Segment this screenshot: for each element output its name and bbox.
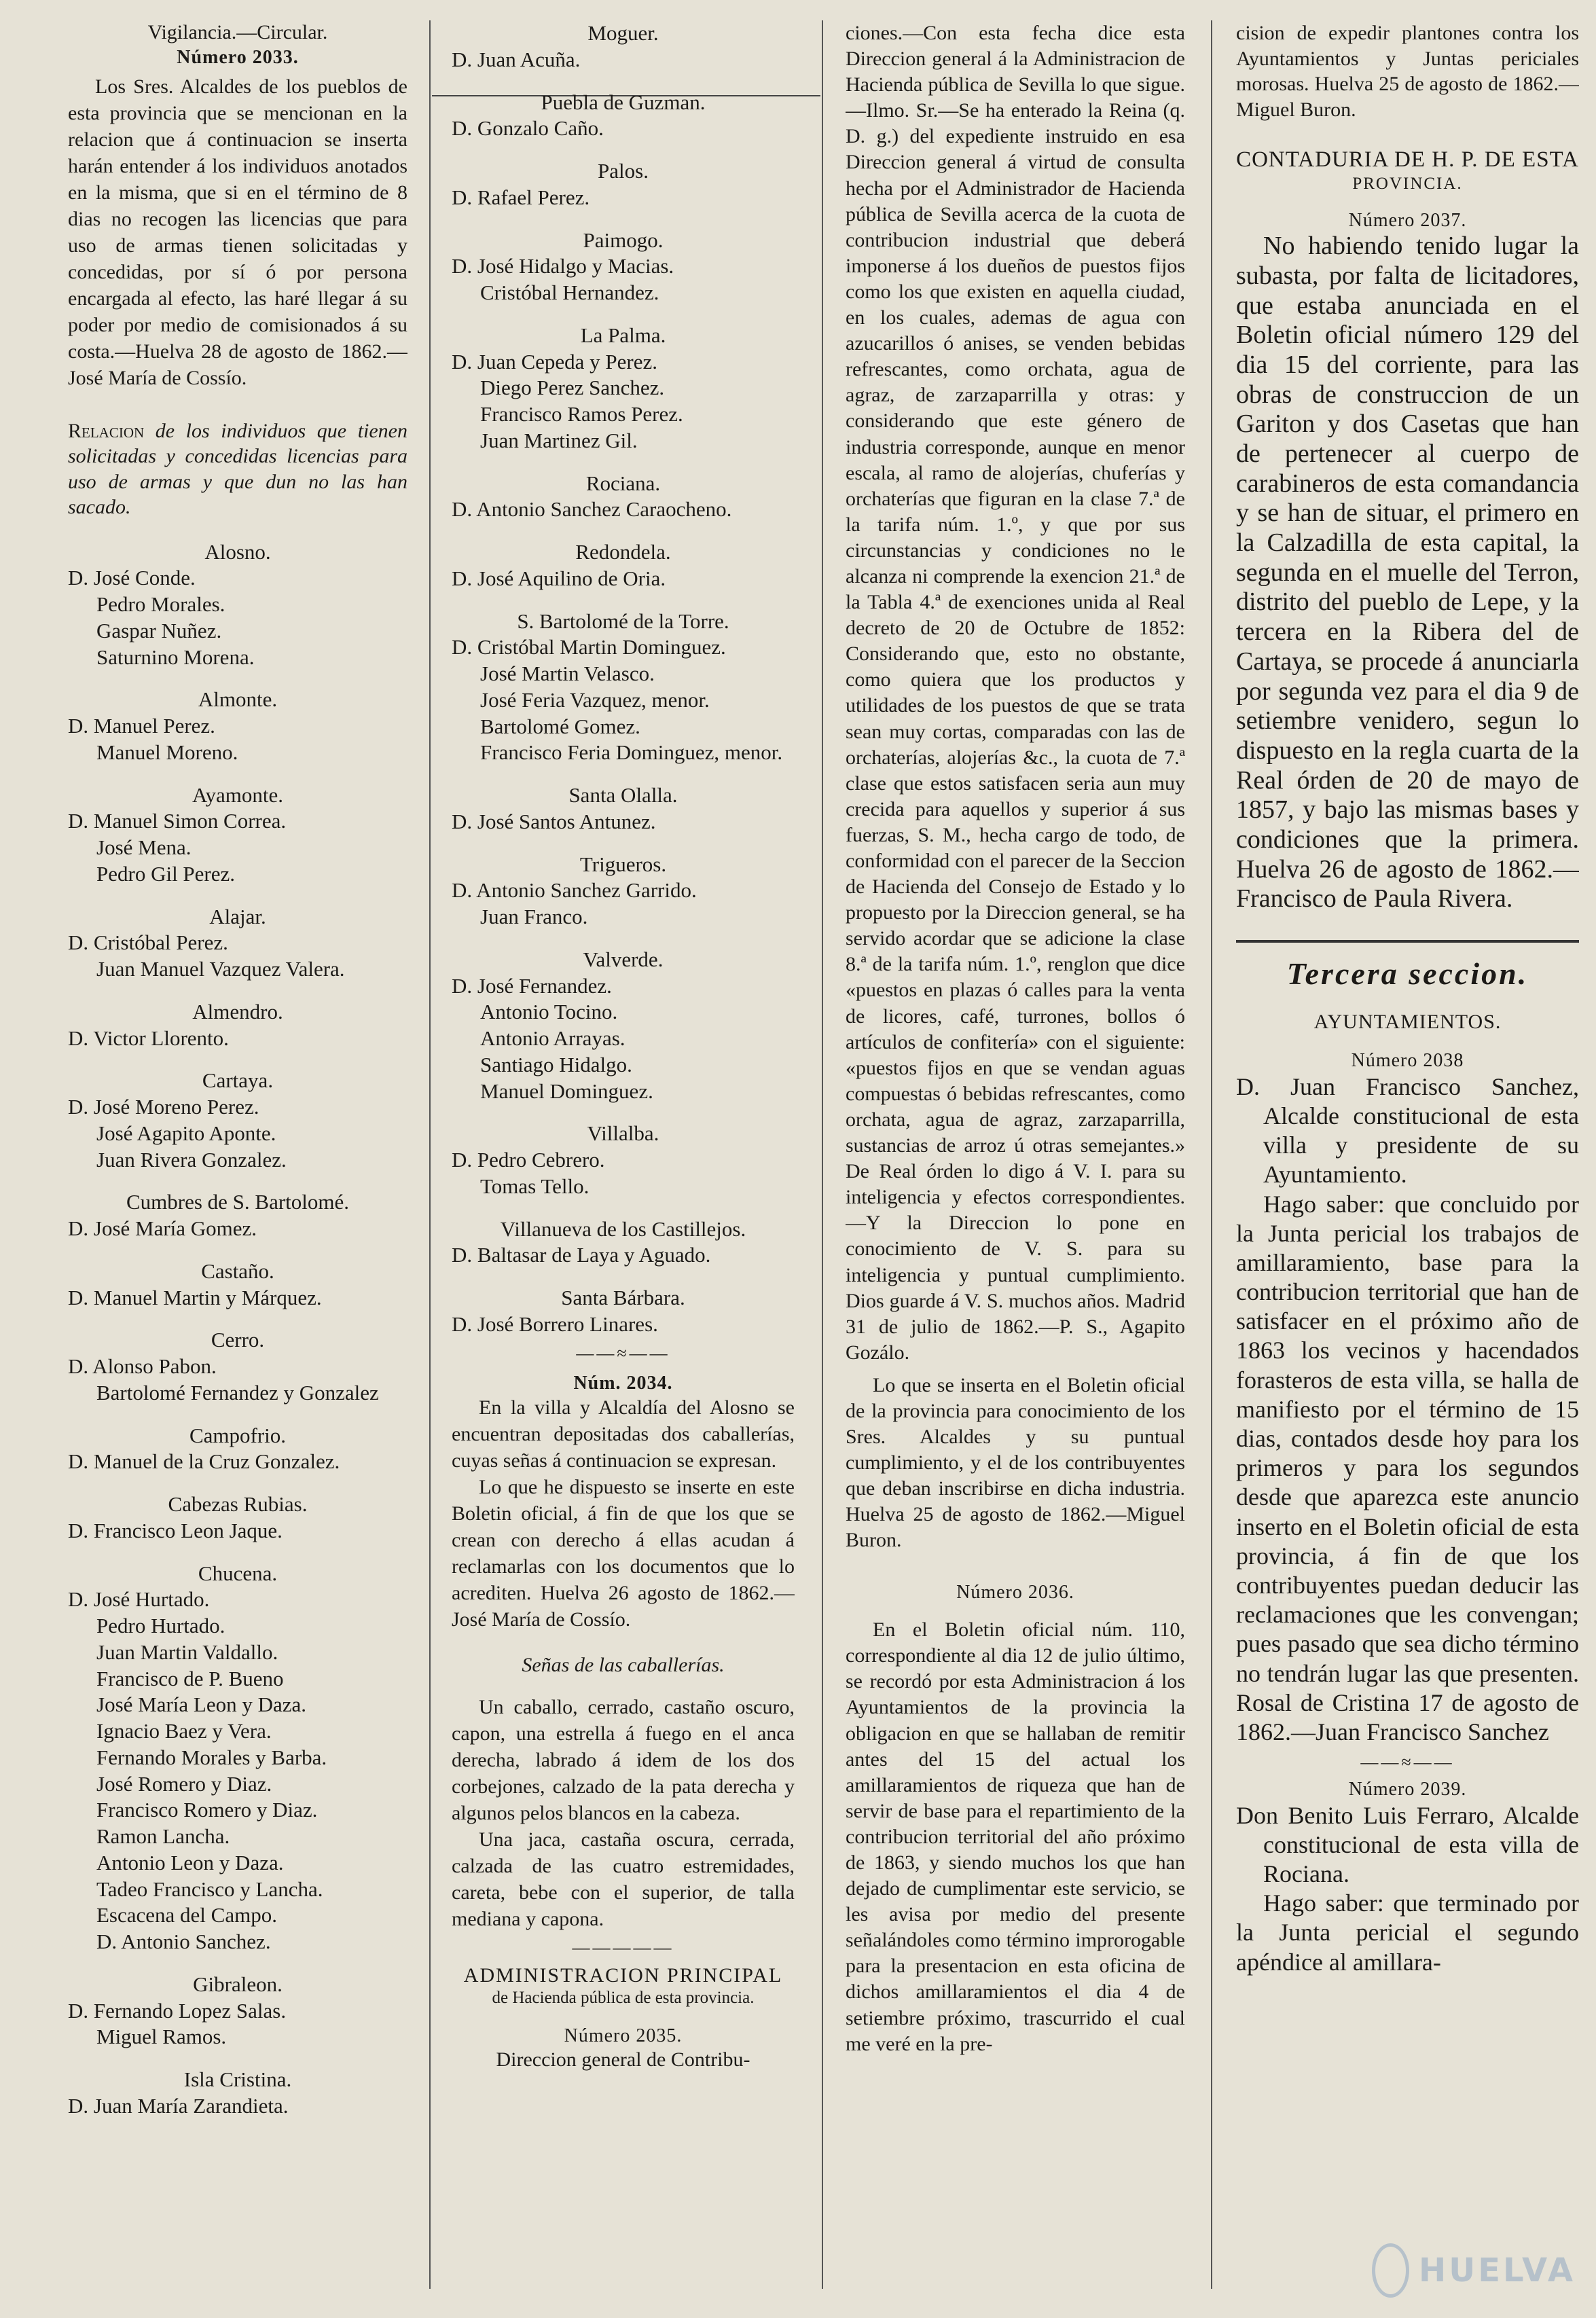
town-name: Palos. [598,159,649,183]
town-name: Alajar. [209,904,266,928]
person-name: D. José Santos Antunez. [452,809,656,833]
column-rule [429,20,431,2289]
person-name: Juan Manuel Vazquez Valera. [96,957,345,981]
person-name: Francisco Romero y Diaz. [96,1798,318,1822]
person-name: Juan Rivera Gonzalez. [96,1147,287,1172]
separator: ——≈—— [576,1343,670,1363]
person-name: D. Antonio Sanchez Caraocheno. [452,497,732,522]
person-name: D. José Aquilino de Oria. [452,566,666,590]
person-name: José Martin Velasco. [480,662,655,685]
notice-2034-text-b: Lo que he dispuesto se inserte en este Boletin oficial, á fin de que los que se crean con derecho á ellas acudan á reclamarlas con los documentos que lo acrediten. Huelva 26 agosto de 1862.—José María de Cossío. [452,1476,795,1631]
person-name: Manuel Dominguez. [480,1079,653,1103]
person-name: Francisco de P. Bueno [96,1666,284,1690]
person-name: Juan Franco. [480,905,588,928]
person-name: Francisco Feria Dominguez, menor. [480,740,783,765]
person-name: Bartolomé Fernandez y Gonzalez [96,1380,379,1405]
administracion-heading: ADMINISTRACION PRINCIPAL [463,1964,783,1987]
contaduria-heading: CONTADURIA DE H. P. DE ESTA [1236,147,1579,172]
column-2 [452,20,795,2298]
town-name: Trigueros. [579,852,667,876]
person-name: D. Cristóbal Martin Dominguez. [452,635,726,659]
town-name: Gibraleon. [193,1972,283,1996]
person-name: D. Manuel Simon Correa. [68,809,287,833]
jaca-description: Una jaca, castaña oscura, cerrada, calzada de las cuatro estremidades, careta, bebe con el superior, de talla mediana y capona. [452,1828,795,1931]
person-name: D. José Hurtado. [68,1587,210,1612]
town-name: Cerro. [211,1328,265,1352]
person-name: Tomas Tello. [480,1174,590,1198]
person-name: José Romero y Diaz. [96,1771,272,1796]
person-name: D. Pedro Cebrero. [452,1148,605,1172]
notice-2035-text: ciones.—Con esta fecha dice esta Direccion general á la Administracion de Hacienda pública de Sevilla lo que sigue.—Ilmo. Sr.—Se ha enterado la Reina (q. D. g.) del expediente instruido en esa Direccion general á virtud de consulta hecha por el Administrador de Hacienda pública de Sevilla acerca de la cuota de contribucion industrial que deberá imponerse á los dueños de puestos fijos como los que existen en aquella ciudad, en los cuales, ademas de agua con azucarillos ó anises, se venden bebidas refrescantes, como orchata, agua de agraz, de zarzaparrilla y otras: y considerando que este género de industria corresponde, aunque en menor escala, al ramo de alojerías, chuferías y orchaterías que figuran en la clase 7.ª de la tarifa núm. 1.º, y que por sus circunstancias y condiciones no le alcanza ni comprende la exencion 21.ª de la Tabla 4.ª de exenciones unida al Real decreto de 20 de Octubre de 1852: Considerando que, esto no obstante, como quiera que los productos y utilidades de los puestos de que se trata sean muy cortas, comparadas con las de orchaterías, alojerías &c., la cuota de 7.ª clase que estos satisfacen seria aun muy crecida para aquellos y superior á sus fuerzas, S. M., hecha cargo de todo, de conformidad con el parecer de la Seccion de Hacienda del Consejo de Estado y lo propuesto por la Direccion general, se ha servido acordar que se adicione la clase 8.ª de la tarifa núm. 1.º, renglon que dice «puestos en plazas ó calles para la venta de licores, café, turrones, bollos ó artículos de confitería» con el siguiente: «puestos fijos en que se vendan aguas compuestas ó bebidas refrescantes, como orchata, agua de agraz, zarzaparrilla, sustancias de arroz ú otras semejantes.» De Real órden lo digo á V. I. para su inteligencia y efectos correspondientes.—Y la Direccion lo pone en conocimiento de V. S. para su inteligencia y puntual cumplimiento. Dios guarde á V. S. muchos años. Madrid 31 de julio de 1862.—P. S., Agapito Gozálo. [846,22,1185,1364]
column-4 [1236,20,1579,2298]
person-name: Juan Martinez Gil. [480,428,638,452]
person-name: José María Leon y Daza. [96,1692,307,1717]
person-name: D. José Fernandez. [452,973,612,998]
person-name: Antonio Tocino. [480,1000,618,1024]
person-name: José Feria Vazquez, menor. [480,687,710,712]
person-name: D. Juan Cepeda y Perez. [452,349,658,374]
town-name: Valverde. [583,947,664,971]
town-name: Ayamonte. [192,782,284,807]
person-name: D. Juan Acuña. [452,47,581,71]
person-name: D. Antonio Sanchez. [96,1930,271,1954]
person-name: José Agapito Aponte. [96,1121,276,1145]
notice-2038-text: Hago saber: que concluido por la Junta pericial los trabajos de amillaramiento, base para la contribucion territorial que han de satisfacer en el próximo año de 1863 los vecinos y hacendados forasteros de esta villa, se halla de manifiesto por el término de 15 dias, contados desde hoy para los primeros y para los segundos desde que aparezca este anuncio inserto en el Boletin oficial de esta provincia, á fin de que los contribuyentes puedan deducir las reclamaciones que les convengan; pues pasado que sea dicho término no tendrán lugar las que presenten. Rosal de Cristina 17 de agosto de 1862.—Juan Francisco Sanchez [1236,1190,1579,1745]
town-name: Redondela. [575,540,671,564]
town-name: La Palma. [580,323,666,347]
town-name: Villanueva de los Castillejos. [500,1216,746,1241]
person-name: D. Manuel Martin y Márquez. [68,1285,322,1309]
person-name: Juan Martin Valdallo. [96,1640,278,1664]
caballerias-title: Señas de las caballerías. [522,1654,725,1677]
ayuntamientos-heading: AYUNTAMIENTOS. [1313,1011,1502,1034]
person-name: Antonio Leon y Daza. [96,1850,284,1875]
notice-number-2033: Número 2033. [177,47,299,68]
person-name: D. Manuel de la Cruz Gonzalez. [68,1449,340,1474]
relacion-heading: Relacion de los individuos que tienen solicitadas y concedidas licencias para uso de armas y que dun no las han sacado. [68,419,407,519]
notice-2034-text: En la villa y Alcaldía del Alosno se encuentran depositadas dos caballerías, cuyas señas á continuacion se expresan. [452,1396,795,1472]
person-name: D. José Hidalgo y Macias. [452,254,674,278]
town-name: Moguer. [587,21,659,45]
town-name: Almonte. [198,687,278,712]
person-name: D. Baltasar de Laya y Aguado. [452,1243,711,1267]
person-name: D. Antonio Sanchez Garrido. [452,878,697,903]
person-name: Pedro Hurtado. [96,1614,225,1638]
column-rule [822,20,823,2289]
person-name: Antonio Arrayas. [480,1026,625,1050]
town-name: Villalba. [587,1121,659,1146]
notice-number-2039: Número 2039. [1348,1779,1467,1800]
caballo-description: Un caballo, cerrado, castaño oscuro, capon, una estrella á fuego en el anca derecha, labrado á idem de los dos corbejones, calzado de la pata derecha y algunos pelos blancos en la cabeza. [452,1696,795,1825]
notice-2038-heading: D. Juan Francisco Sanchez, Alcalde constitucional de esta villa y presidente de su Ayuntamiento. [1236,1072,1579,1189]
person-name: Francisco Ramos Perez. [480,402,683,426]
person-name: Ramon Lancha. [96,1824,230,1849]
section-tag: Vigilancia.—Circular. [147,21,328,43]
town-name: Cabezas Rubias. [168,1492,308,1517]
person-name: Escacena del Campo. [96,1903,277,1927]
notice-number-2034: Núm. 2034. [573,1372,673,1394]
town-name: Alosno. [204,539,271,564]
notice-2035-start: Direccion general de Contribu- [496,2048,750,2071]
person-name: D. Victor Llorento. [68,1026,229,1050]
person-name: D. José Moreno Perez. [68,1095,259,1119]
tercera-seccion-title: Tercera seccion. [1286,956,1529,991]
licence-holder-list [68,539,407,2120]
seal-icon [1372,2243,1409,2298]
notice-2036-text: En el Boletin oficial núm. 110, correspondiente al dia 12 de julio último, se recordó por esta Administracion á los Ayuntamientos de la provincia la obligacion en que se hallaban de remitir antes del 15 del actual los amillaramientos de riqueza que han de servir de base para el repartimiento de la contribucion territorial del año próximo de 1863, y siendo muchos los que han dejado de cumplimentar este servicio, se les avisa por medio del presente señalándoles como término improrogable para la presentacion en esta oficina de dichos amillaramientos el dia 4 de setiembre próximo, trascurrido el cual me veré en la pre- [846,1618,1185,2055]
archive-watermark: HUELVA [1372,2236,1576,2304]
person-name: Ignacio Baez y Vera. [96,1719,272,1743]
person-name: D. Rafael Perez. [452,185,590,209]
column-3 [846,20,1185,2298]
person-name: D. Fernando Lopez Salas. [68,1998,287,2023]
town-name: Isla Cristina. [183,2067,292,2092]
town-name: Puebla de Guzman. [541,90,706,114]
section-rule [1236,940,1579,943]
notice-2035-text-b: Lo que se inserta en el Boletin oficial de la provincia para conocimiento de los Sres. Alcaldes y su puntual cumplimiento, y el de los contribuyentes que deban inscribirse en dicha industria. Huelva 25 de agosto de 1862.—Miguel Buron. [846,1373,1185,1552]
person-name: Diego Perez Sanchez. [480,376,665,400]
notice-number-2037: Número 2037. [1348,209,1467,231]
person-name: Santiago Hidalgo. [480,1052,632,1076]
town-name: Santa Olalla. [568,783,678,807]
separator: ————— [572,1938,674,1958]
town-name: Cumbres de S. Bartolomé. [126,1190,350,1214]
person-name: Miguel Ramos. [96,2025,227,2049]
town-name: Cartaya. [202,1068,274,1093]
person-name: José Mena. [96,835,192,860]
notice-2039-heading: Don Benito Luis Ferraro, Alcalde constitucional de esta villa de Rociana. [1236,1801,1579,1888]
notice-2036-end: cision de expedir plantones contra los Ayuntamientos y Juntas periciales morosas. Huelva 25 de agosto de 1862.—Miguel Buron. [1236,22,1579,121]
town-name: Campofrio. [189,1423,287,1447]
person-name: D. José Conde. [68,566,196,590]
person-name: Manuel Moreno. [96,740,238,764]
person-name: D. José Borrero Linares. [452,1311,658,1336]
person-name: Saturnino Morena. [96,645,255,669]
licence-holder-list-continued [452,20,795,1338]
column-1 [68,20,407,2298]
person-name: D. Francisco Leon Jaque. [68,1518,283,1542]
town-name: Chucena. [198,1561,278,1585]
town-name: Rociana. [585,471,661,495]
town-name: Santa Bárbara. [561,1286,685,1309]
notice-2033-text: Los Sres. Alcaldes de los pueblos de esta provincia que se mencionan en la relacion que á continuacion se inserta harán entender á los individuos anotados en la misma, que si en el término de 8 dias no recogen las licencias que para uso de armas tienen solicitadas y concedidas, por sí ó por persona encargada al efecto, las haré llegar á su poder por medio de comisionados á su costa.—Huelva 28 de agosto de 1862.—José María de Cossío. [68,75,407,389]
separator: ——≈—— [1360,1752,1455,1773]
notice-number-2038: Número 2038 [1351,1050,1464,1072]
notice-number-2036: Número 2036. [956,1581,1074,1603]
person-name: Gaspar Nuñez. [96,618,222,642]
person-name: Pedro Morales. [96,592,225,617]
person-name: D. Gonzalo Caño. [452,116,604,141]
person-name: Cristóbal Hernandez. [480,280,659,304]
column-rule [1211,20,1212,2289]
administracion-subheading: de Hacienda pública de esta provincia. [492,1989,755,2008]
person-name: D. Manuel Perez. [68,714,215,738]
town-name: Almendro. [192,999,283,1024]
notice-number-2035: Número 2035. [564,2025,683,2047]
person-name: Fernando Morales y Barba. [96,1745,327,1769]
notice-2039-text: Hago saber: que terminado por la Junta pericial el segundo apéndice al amillara- [1236,1889,1579,1976]
person-name: D. Alonso Pabon. [68,1354,217,1379]
town-name: Castaño. [201,1258,274,1283]
person-name: D. Juan María Zarandieta. [68,2093,289,2118]
person-name: D. José María Gomez. [68,1216,257,1241]
person-name: Tadeo Francisco y Lancha. [96,1877,323,1901]
contaduria-subheading: PROVINCIA. [1352,174,1463,193]
town-name: Paimogo. [583,228,664,252]
town-name: S. Bartolomé de la Torre. [517,609,729,633]
person-name: D. Cristóbal Perez. [68,930,228,955]
notice-2037-text: No habiendo tenido lugar la subasta, por falta de licitadores, que estaba anunciada en el Boletin oficial número 129 del dia 15 del corriente, para las obras de construccion de un Gariton y dos Casetas que han de pertenecer al cuerpo de carabineros de esta comandancia y se han de situar, el primero en la Calzadilla de esta capital, la segunda en el muelle del Terron, distrito del pueblo de Lepe, y la tercera en la Ribera del de Cartaya, se procede á anunciarla por segunda vez para el dia 9 de setiembre venidero, segun lo dispuesto en la regla cuarta de la Real órden de 20 de mayo de 1857, y bajo las mismas bases y condiciones que la primera. Huelva 26 de agosto de 1862.—Francisco de Paula Rivera. [1236,232,1579,913]
person-name: Bartolomé Gomez. [480,714,640,738]
person-name: Pedro Gil Perez. [96,861,236,886]
